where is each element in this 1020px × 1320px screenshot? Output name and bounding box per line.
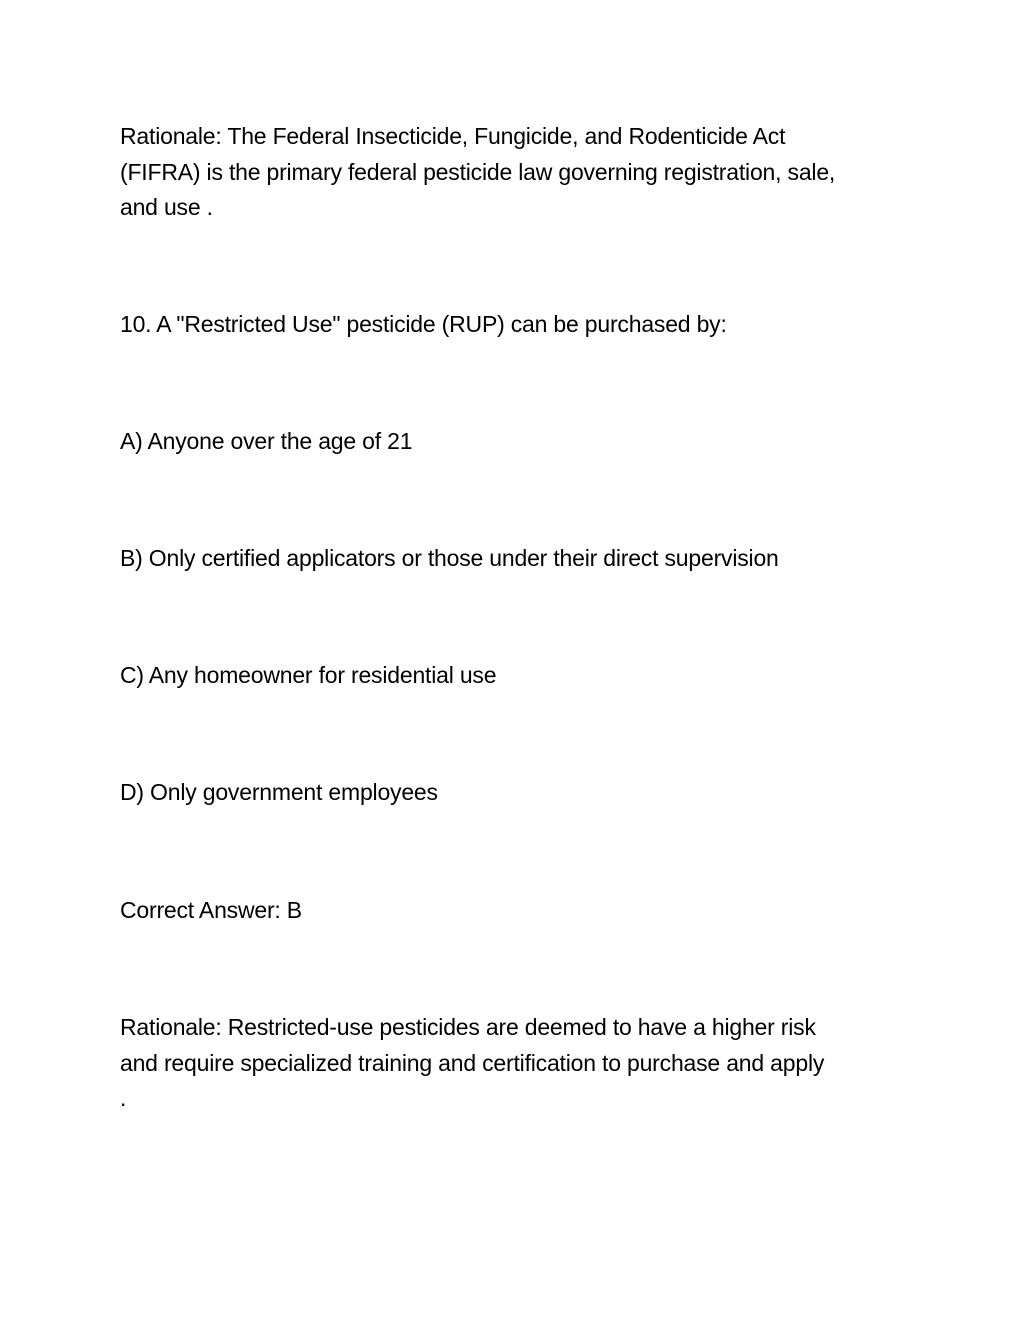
correct-answer-text: Correct Answer: B xyxy=(120,897,302,923)
option-b: B) Only certified applicators or those under their direct supervision xyxy=(120,545,779,571)
rationale-text: Rationale: Restricted-use pesticides are deemed to have a higher risk and require specialized training and certification to purchase and apply . xyxy=(120,1014,825,1111)
option-c: C) Any homeowner for residential use xyxy=(120,662,497,688)
option-d: D) Only government employees xyxy=(120,779,438,805)
previous-rationale-text: Rationale: The Federal Insecticide, Fungicide, and Rodenticide Act (FIFRA) is the primary federal pesticide law governing registration, sale, and use . xyxy=(120,123,836,220)
question-text: 10. A "Restricted Use" pesticide (RUP) can be purchased by: xyxy=(120,311,727,337)
option-a: A) Anyone over the age of 21 xyxy=(120,428,413,454)
